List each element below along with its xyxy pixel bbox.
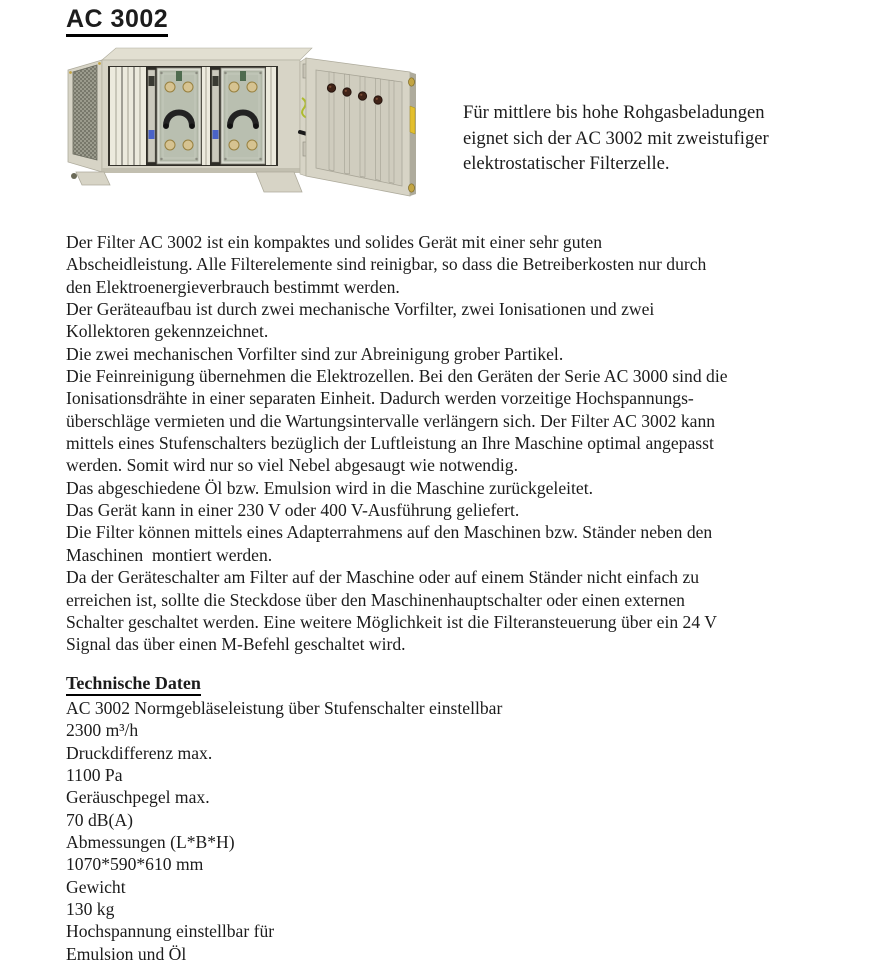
tech-data-line: 2300 m³/h: [66, 720, 139, 741]
tech-data-line: 1070*590*610 mm: [66, 854, 204, 875]
tech-data-line: Hochspannung einstellbar für: [66, 921, 275, 942]
cabinet-top: [102, 48, 312, 60]
door-bar: [389, 80, 394, 183]
tech-data-line: Geräuschpegel max.: [66, 787, 210, 808]
cabinet-foot: [256, 172, 302, 192]
body-line: Der Filter AC 3002 ist ein kompaktes und solides Gerät mit einer sehr guten: [66, 232, 603, 252]
body-line: mittels eines Stufenschalters bezüglich der Luftleistung an Ihre Maschine optimal angepasst: [66, 433, 714, 454]
intro-line: eignet sich der AC 3002 mit zweistufiger: [463, 127, 769, 149]
filter-cell-2: [210, 66, 266, 166]
warning-label: [410, 106, 415, 134]
body-line: Das abgeschiedene Öl bzw. Emulsion wird in die Maschine zurückgeleitet.: [66, 477, 593, 498]
intro-line: Für mittlere bis hohe Rohgasbeladungen: [463, 102, 765, 123]
page-title: AC 3002: [66, 5, 168, 37]
door-bar: [376, 78, 381, 180]
body-line: Maschinen montiert werden.: [66, 544, 273, 565]
body-line: Schalter geschaltet werden. Eine weitere Möglichkeit ist die Filteransteuerung über ein 24 V: [66, 611, 717, 632]
body-line: werden. Somit wird nur so viel Nebel abgesaugt wie notwendig.: [66, 455, 518, 476]
door-latch: [409, 184, 415, 192]
door-bar: [360, 76, 365, 177]
tech-data-line: AC 3002 Normgebläseleistung über Stufenschalter einstellbar: [66, 698, 503, 718]
filter-cell-1: [146, 66, 202, 166]
tech-data-line: 130 kg: [66, 899, 115, 920]
body-line: Die Filter können mittels eines Adapterrahmens auf den Maschinen bzw. Ständer neben den: [66, 522, 713, 543]
body-line: Der Geräteaufbau ist durch zwei mechanische Vorfilter, zwei Ionisationen und zwei: [66, 299, 655, 320]
tech-data-line: Abmessungen (L*B*H): [66, 832, 235, 853]
cell-sticker: [149, 130, 155, 139]
description-paragraphs: [66, 231, 846, 656]
body-line: erreichen ist, sollte die Steckdose über den Maschinenhauptschalter oder einen externen: [66, 589, 685, 610]
prefilter-mesh: [73, 65, 97, 160]
body-line: Abscheidleistung. Alle Filterelemente sind reinigbar, so dass die Betreiberkosten nur durch: [66, 254, 707, 275]
cell-sticker: [213, 130, 219, 139]
intro-line: elektrostatischer Filterzelle.: [463, 153, 670, 174]
cabinet-foot: [76, 172, 110, 185]
contact-pad: [229, 140, 239, 150]
product-photo: [60, 42, 452, 212]
body-line: Das Gerät kann in einer 230 V oder 400 V-Ausführung geliefert.: [66, 500, 520, 521]
body-line: Ionisationsdrähte in einer separaten Einheit. Dadurch werden vorzeitige Hochspannungs-: [66, 388, 694, 409]
tech-data-line: Gewicht: [66, 876, 126, 897]
body-line: Die Feinreinigung übernehmen die Elektrozellen. Bei den Geräten der Serie AC 3000 sind die: [66, 366, 728, 387]
tech-data-line: Emulsion und Öl: [66, 943, 187, 961]
intro-paragraph: [463, 100, 843, 177]
door-latch: [409, 78, 415, 86]
tech-data-line: 1100 Pa: [66, 765, 123, 786]
tech-data-line: 70 dB(A): [66, 809, 133, 830]
contact-pad: [183, 82, 193, 92]
contact-pad: [165, 82, 175, 92]
tech-data-line: Druckdifferenz max.: [66, 742, 213, 763]
contact-pad: [247, 140, 257, 150]
body-line: Kollektoren gekennzeichnet.: [66, 321, 269, 342]
tech-data-list: [66, 697, 666, 961]
contact-pad: [165, 140, 175, 150]
body-line: Die zwei mechanischen Vorfilter sind zur Abreinigung grober Partikel.: [66, 343, 564, 364]
contact-pad: [247, 82, 257, 92]
screw-icon: [69, 71, 72, 74]
tech-data-heading: Technische Daten: [66, 672, 201, 696]
contact-pad: [229, 82, 239, 92]
body-line: Signal das über einen M-Befehl geschaltet wird.: [66, 634, 406, 655]
drain-nipple: [71, 173, 77, 179]
body-line: Da der Geräteschalter am Filter auf der Maschine oder auf einem Ständer nicht einfach zu: [66, 567, 700, 588]
vorfilter-slats: [110, 67, 146, 165]
screw-icon: [98, 62, 101, 65]
contact-pad: [183, 140, 193, 150]
body-line: überschläge vermieten und die Wartungsintervalle verlängern sich. Der Filter AC 3002 kann: [66, 410, 716, 431]
body-line: den Elektroenergieverbrauch bestimmt werden.: [66, 276, 400, 297]
open-door: [306, 58, 416, 196]
